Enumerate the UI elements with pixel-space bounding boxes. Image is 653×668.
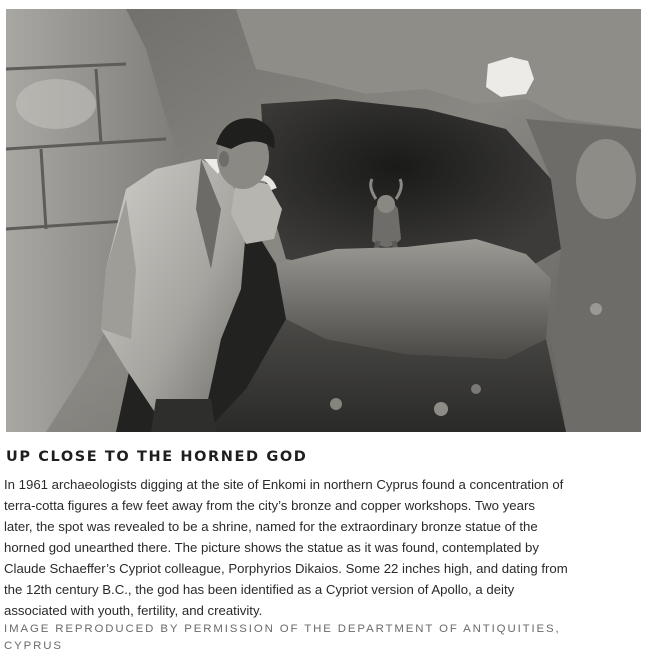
caption-title: UP CLOSE TO THE HORNED GOD [6,449,308,465]
excavation-photo-illustration [6,9,641,432]
caption-body [4,474,644,621]
right-wall-highlight [576,139,636,219]
stone [590,303,602,315]
caption-line: associated with youth, fertility, and creativity. [4,603,263,618]
stone [330,398,342,410]
caption-line: the 12th century B.C., the god has been identified as a Cypriot version of Apollo, a deity [4,582,515,597]
caption-line: Claude Schaeffer’s Cypriot colleague, Porphyrios Dikaios. Some 22 inches high, and dating from [4,561,568,576]
image-credit [4,621,644,655]
wall-highlight [16,79,96,129]
caption-line: In 1961 archaeologists digging at the site of Enkomi in northern Cyprus found a concentration of [4,477,564,492]
caption-line: later, the spot was revealed to be a shrine, named for the extraordinary bronze statue of the [4,519,538,534]
caption-line: terra-cotta figures a few feet away from the city’s bronze and copper workshops. Two years [4,498,535,513]
caption-line: horned god unearthed there. The picture shows the statue as it was found, contemplated by [4,540,539,555]
stone [434,402,448,416]
excavation-photo [6,9,641,432]
credit-line: IMAGE REPRODUCED BY PERMISSION OF THE DEPARTMENT OF ANTIQUITIES, [4,623,561,635]
stone [471,384,481,394]
credit-line: CYPRUS [4,640,63,652]
white-bag [486,57,534,97]
